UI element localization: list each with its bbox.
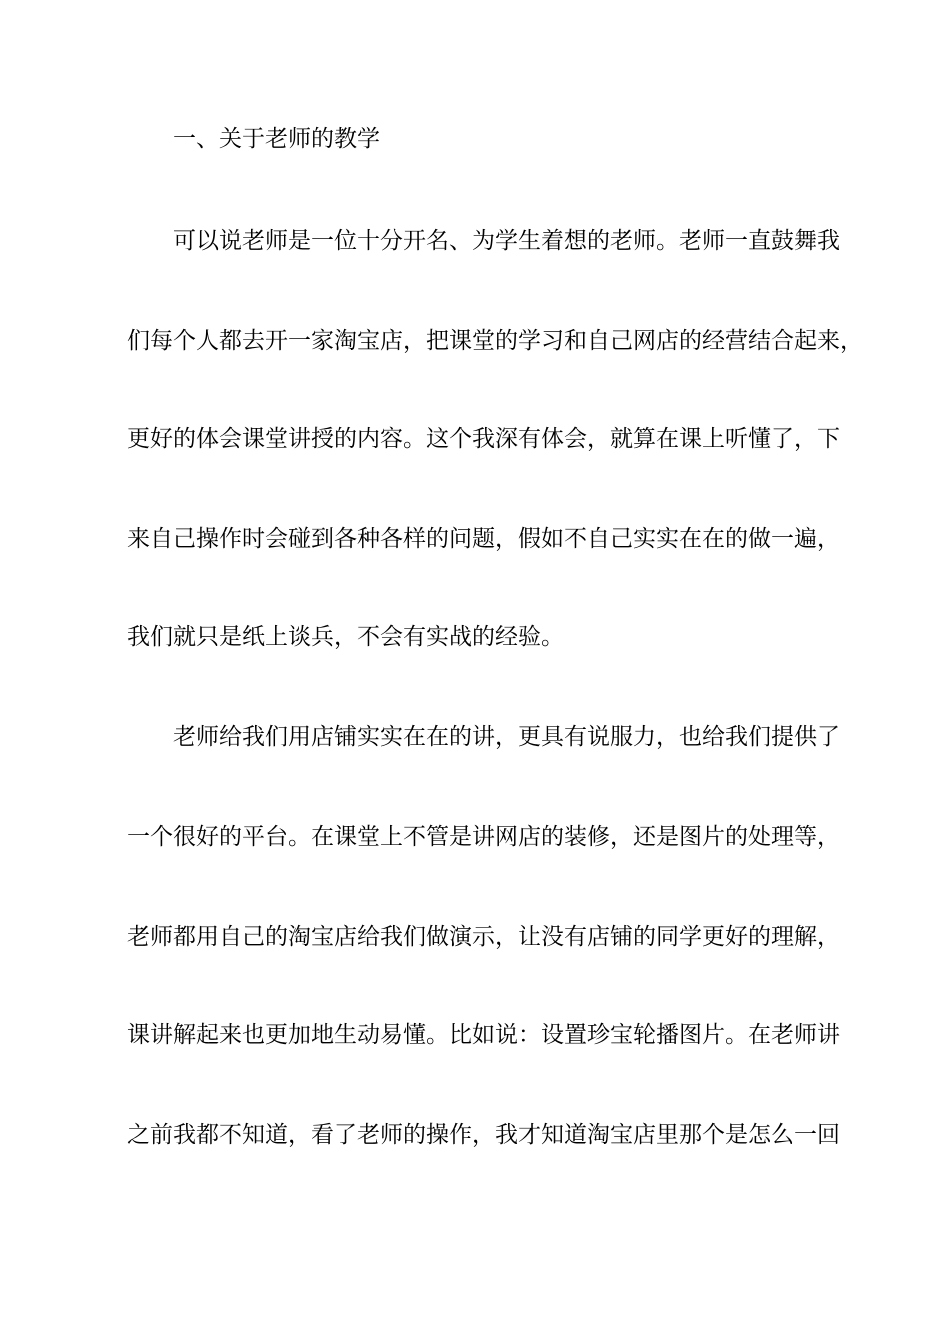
paragraph-line: 可以说老师是一位十分开名、为学生着想的老师。老师一直鼓舞我 [173,228,840,254]
paragraph-line: 老师给我们用店铺实实在在的讲，更具有说服力，也给我们提供了 [173,724,840,750]
paragraph-line: 一个很好的平台。在课堂上不管是讲网店的装修，还是图片的处理等， [127,824,840,850]
section-heading: 一、关于老师的教学 [173,126,380,152]
paragraph-line: 来自己操作时会碰到各种各样的问题，假如不自己实实在在的做一遍， [127,526,840,552]
paragraph-line: 之前我都不知道，看了老师的操作，我才知道淘宝店里那个是怎么一回 [127,1122,840,1148]
paragraph-line: 老师都用自己的淘宝店给我们做演示，让没有店铺的同学更好的理解， [127,924,840,950]
paragraph-line: 们每个人都去开一家淘宝店，把课堂的学习和自己网店的经营结合起来， [127,328,863,354]
paragraph-line: 我们就只是纸上谈兵，不会有实战的经验。 [127,624,564,650]
paragraph-line: 更好的体会课堂讲授的内容。这个我深有体会，就算在课上听懂了，下 [127,426,840,452]
paragraph-line: 课讲解起来也更加地生动易懂。比如说：设置珍宝轮播图片。在老师讲 [127,1022,840,1048]
